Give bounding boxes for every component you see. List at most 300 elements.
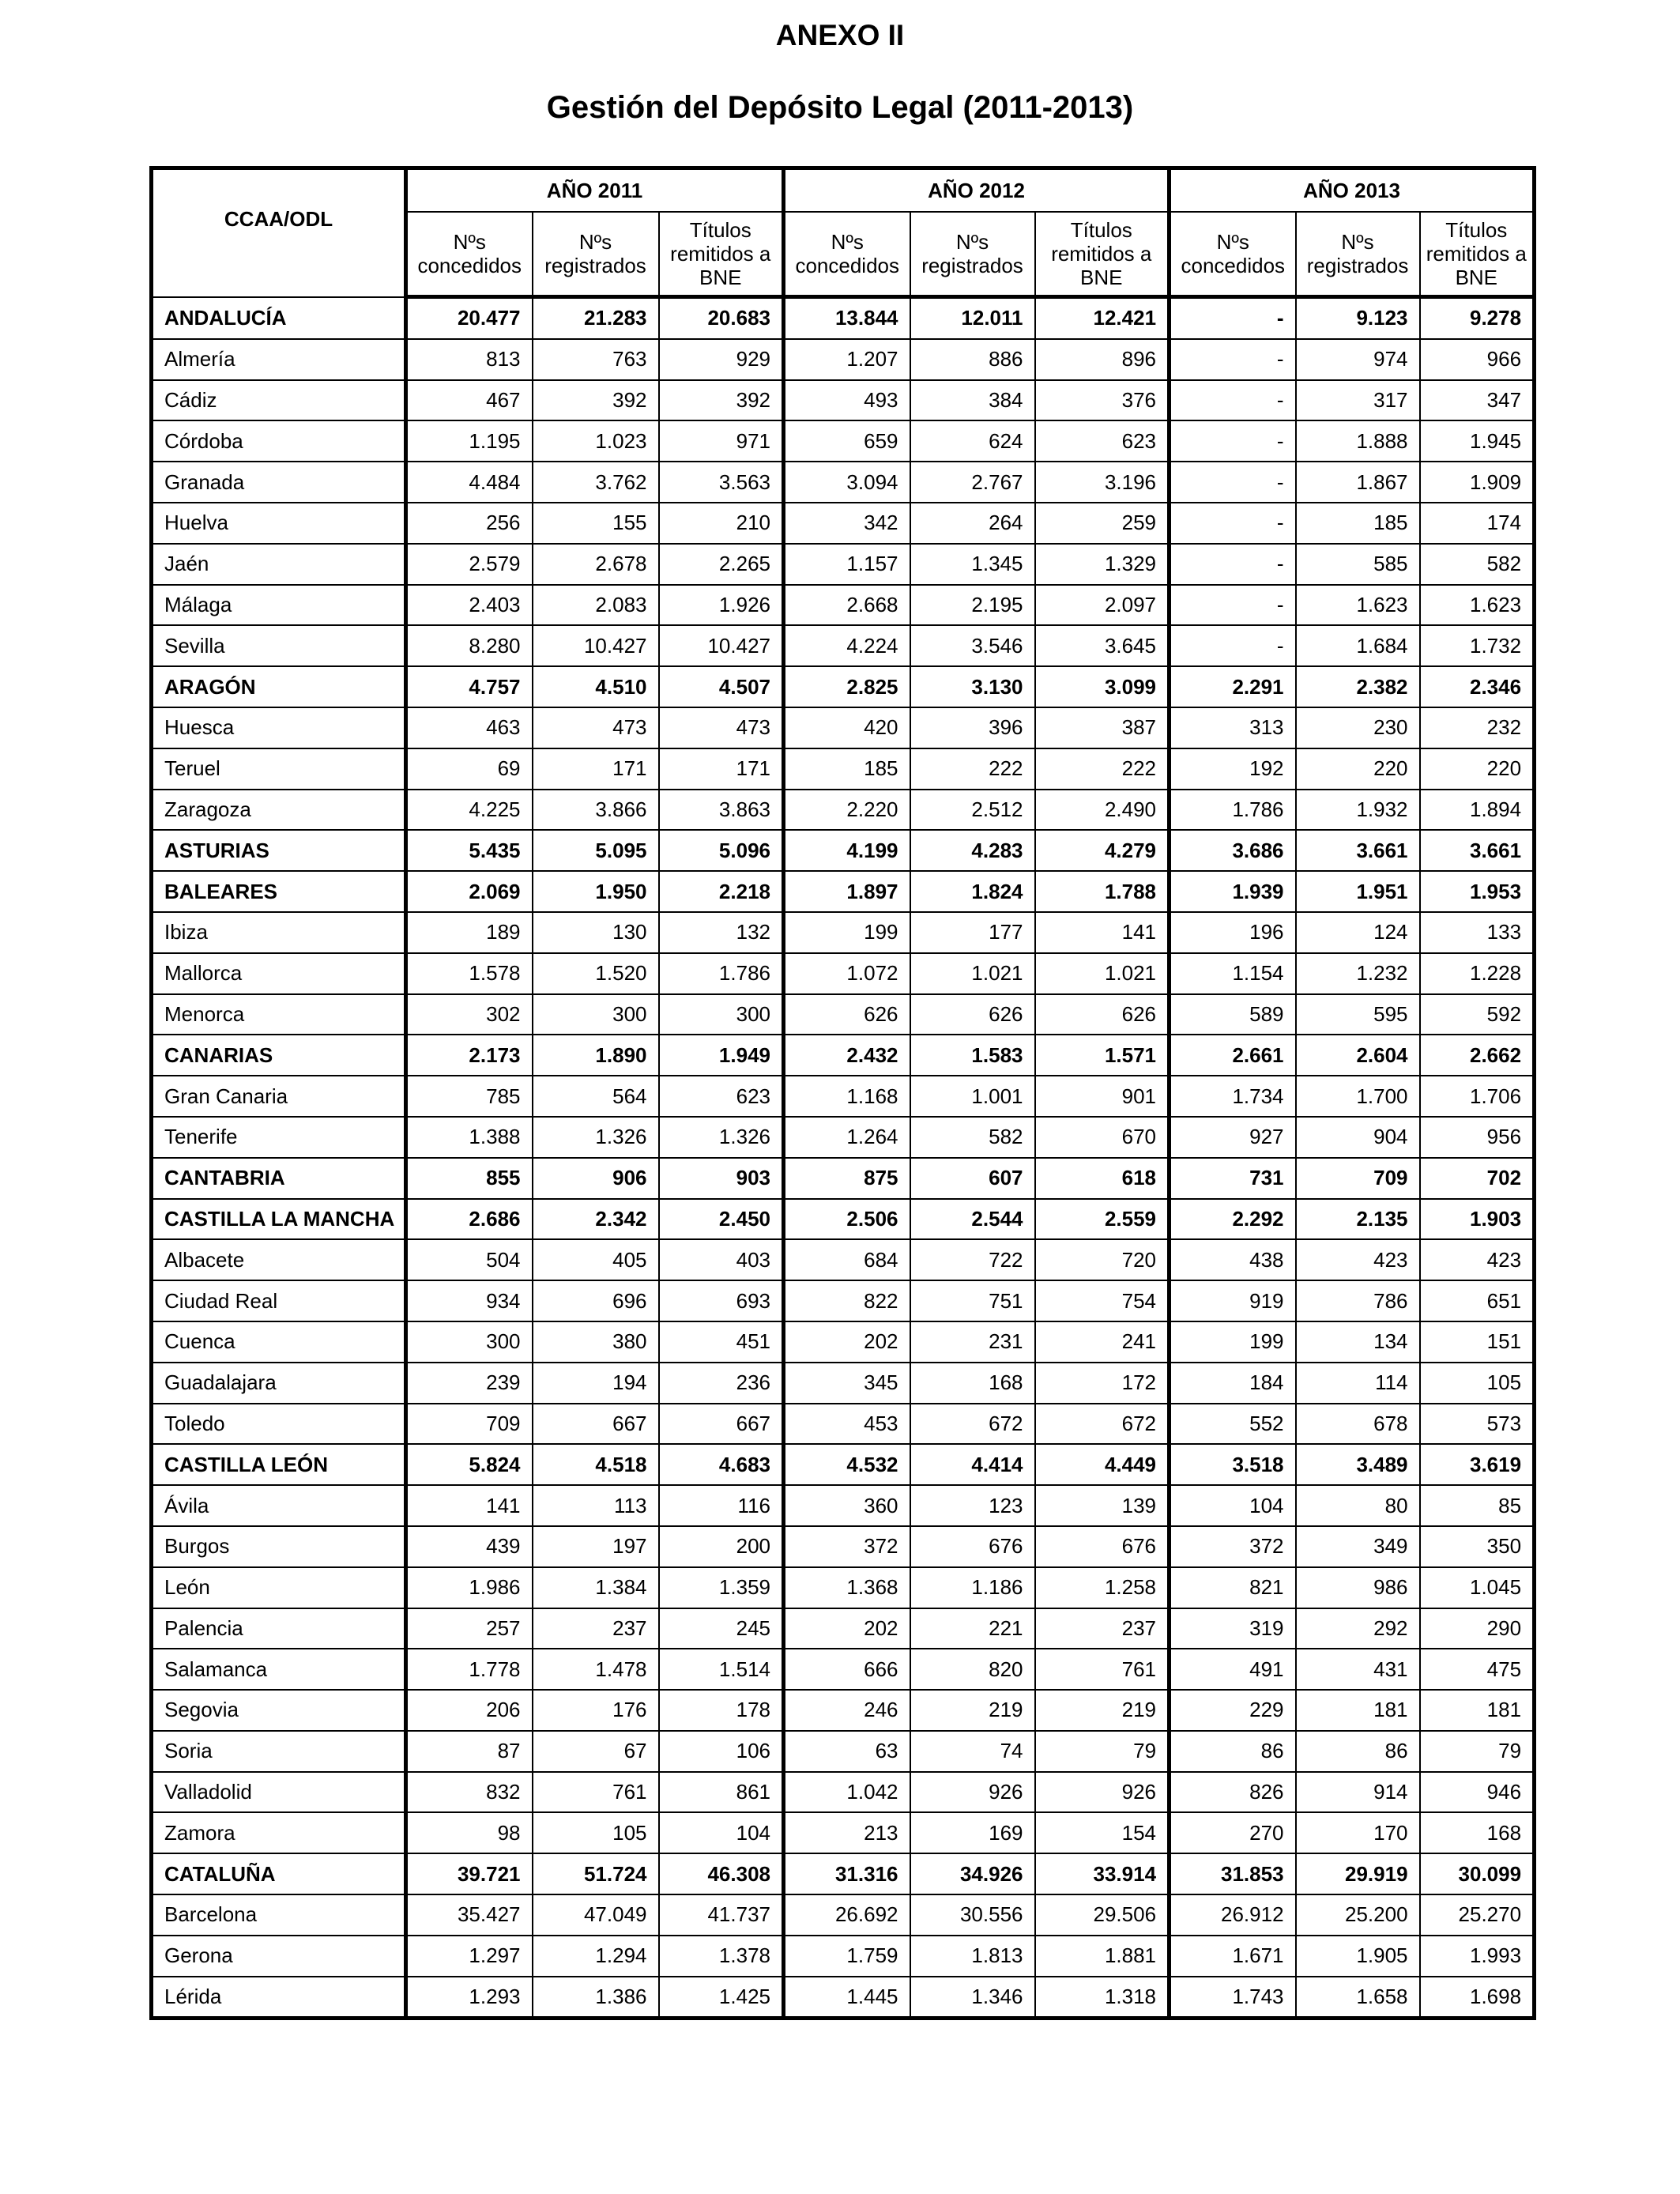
value-cell: 105 [1420,1363,1535,1404]
value-cell: 176 [533,1690,659,1731]
region-name-cell: Gran Canaria [152,1076,406,1117]
value-cell: 104 [1170,1485,1296,1526]
value-cell: 585 [1296,544,1420,585]
value-cell: 1.867 [1296,462,1420,503]
table-row [152,625,1535,666]
value-cell: 709 [406,1404,533,1445]
value-cell: 133 [1420,912,1535,953]
value-cell: 431 [1296,1649,1420,1690]
value-cell: 185 [1296,503,1420,544]
value-cell: 1.388 [406,1117,533,1158]
value-cell: 20.683 [659,297,784,339]
value-cell: 4.510 [533,666,659,707]
value-cell: 1.950 [533,871,659,912]
value-cell: 230 [1296,707,1420,748]
value-cell: 914 [1296,1772,1420,1813]
value-cell: 1.346 [910,1977,1035,2019]
value-cell: 172 [1035,1363,1170,1404]
value-cell: 2.506 [784,1199,910,1240]
value-cell: 1.986 [406,1567,533,1608]
region-name-cell: Zaragoza [152,790,406,831]
value-cell: 2.825 [784,666,910,707]
value-cell: 552 [1170,1404,1296,1445]
table-row [152,1567,1535,1608]
value-cell: 1.195 [406,420,533,462]
value-cell: 4.224 [784,625,910,666]
table-row [152,790,1535,831]
value-cell: 659 [784,420,910,462]
annex-heading: ANEXO II [775,19,905,51]
value-cell: 1.732 [1420,625,1535,666]
value-cell: 1.932 [1296,790,1420,831]
region-name-cell: Huelva [152,503,406,544]
value-cell: 1.786 [1170,790,1296,831]
value-cell: 475 [1420,1649,1535,1690]
value-cell: 9.278 [1420,297,1535,339]
value-cell: 4.449 [1035,1444,1170,1485]
value-cell: 1.700 [1296,1076,1420,1117]
value-cell: 2.195 [910,585,1035,626]
column-header: Nºs registrados [1296,212,1420,297]
value-cell: 30.099 [1420,1853,1535,1894]
region-name-cell: Sevilla [152,625,406,666]
value-cell: 4.199 [784,830,910,871]
value-cell: 1.045 [1420,1567,1535,1608]
table-row [152,1404,1535,1445]
table-row [152,1731,1535,1772]
value-cell: 132 [659,912,784,953]
value-cell: 453 [784,1404,910,1445]
ccaa-header: CCAA/ODL [152,168,406,297]
value-cell: 221 [910,1608,1035,1649]
value-cell: 270 [1170,1812,1296,1853]
value-cell: 300 [659,994,784,1035]
value-cell: 2.767 [910,462,1035,503]
value-cell: 420 [784,707,910,748]
value-cell: 31.853 [1170,1853,1296,1894]
value-cell: 259 [1035,503,1170,544]
value-cell: 155 [533,503,659,544]
region-name-cell: Lérida [152,1977,406,2019]
value-cell: 709 [1296,1158,1420,1199]
value-cell: 302 [406,994,533,1035]
table-row [152,1608,1535,1649]
value-cell: 1.945 [1420,420,1535,462]
value-cell: 2.604 [1296,1035,1420,1076]
value-cell: 5.096 [659,830,784,871]
value-cell: 1.953 [1420,871,1535,912]
value-cell: 300 [533,994,659,1035]
value-cell: 861 [659,1772,784,1813]
value-cell: 626 [910,994,1035,1035]
value-cell: 946 [1420,1772,1535,1813]
value-cell: 151 [1420,1321,1535,1363]
value-cell: 667 [659,1404,784,1445]
table-row [152,585,1535,626]
value-cell: 104 [659,1812,784,1853]
value-cell: 237 [533,1608,659,1649]
value-cell: 1.514 [659,1649,784,1690]
value-cell: 1.571 [1035,1035,1170,1076]
value-cell: 26.692 [784,1894,910,1936]
table-row [152,1076,1535,1117]
value-cell: 731 [1170,1158,1296,1199]
year-header-2012: AÑO 2012 [784,168,1170,213]
value-cell: 1.207 [784,339,910,380]
value-cell: 1.386 [533,1977,659,2019]
value-cell: 2.432 [784,1035,910,1076]
value-cell: 1.583 [910,1035,1035,1076]
value-cell: 134 [1296,1321,1420,1363]
region-name-cell: Gerona [152,1936,406,1977]
region-name-cell: Tenerife [152,1117,406,1158]
region-name-cell: CANTABRIA [152,1158,406,1199]
value-cell: 2.097 [1035,585,1170,626]
value-cell: 1.890 [533,1035,659,1076]
value-cell: 3.130 [910,666,1035,707]
region-name-cell: Cádiz [152,380,406,421]
value-cell: 30.556 [910,1894,1035,1936]
value-cell: 956 [1420,1117,1535,1158]
region-name-cell: Huesca [152,707,406,748]
table-row [152,666,1535,707]
value-cell: 934 [406,1280,533,1321]
value-cell: 387 [1035,707,1170,748]
value-cell: 1.743 [1170,1977,1296,2019]
value-cell: 1.294 [533,1936,659,1977]
value-cell: 589 [1170,994,1296,1035]
value-cell: 12.421 [1035,297,1170,339]
region-name-cell: Segovia [152,1690,406,1731]
region-name-cell: Barcelona [152,1894,406,1936]
table-row [152,420,1535,462]
value-cell: 105 [533,1812,659,1853]
value-cell: 98 [406,1812,533,1853]
value-cell: 1.905 [1296,1936,1420,1977]
value-cell: 20.477 [406,297,533,339]
value-cell: 2.403 [406,585,533,626]
table-row [152,707,1535,748]
value-cell: 906 [533,1158,659,1199]
value-cell: 63 [784,1731,910,1772]
region-name-cell: Guadalajara [152,1363,406,1404]
value-cell: 1.318 [1035,1977,1170,2019]
value-cell: 1.326 [659,1117,784,1158]
region-name-cell: ASTURIAS [152,830,406,871]
value-cell: 342 [784,503,910,544]
value-cell: 300 [406,1321,533,1363]
value-cell: 5.095 [533,830,659,871]
value-cell: 678 [1296,1404,1420,1445]
value-cell: - [1170,380,1296,421]
value-cell: 623 [1035,420,1170,462]
value-cell: 763 [533,339,659,380]
value-cell: 573 [1420,1404,1535,1445]
value-cell: 1.186 [910,1567,1035,1608]
document-subtitle: Gestión del Depósito Legal (2011-2013) [546,90,1134,125]
value-cell: 826 [1170,1772,1296,1813]
region-name-cell: Albacete [152,1239,406,1280]
value-cell: 2.346 [1420,666,1535,707]
table-row [152,1526,1535,1567]
value-cell: 1.329 [1035,544,1170,585]
value-cell: 3.099 [1035,666,1170,707]
value-cell: 232 [1420,707,1535,748]
value-cell: 372 [784,1526,910,1567]
value-cell: 174 [1420,503,1535,544]
value-cell: 1.478 [533,1649,659,1690]
value-cell: 181 [1296,1690,1420,1731]
value-cell: 761 [533,1772,659,1813]
value-cell: 139 [1035,1485,1170,1526]
value-cell: 3.863 [659,790,784,831]
value-cell: 1.949 [659,1035,784,1076]
value-cell: 1.168 [784,1076,910,1117]
column-header: Nºs registrados [533,212,659,297]
value-cell: 12.011 [910,297,1035,339]
value-cell: 1.297 [406,1936,533,1977]
value-cell: 821 [1170,1567,1296,1608]
value-cell: 1.232 [1296,953,1420,994]
value-cell: 25.270 [1420,1894,1535,1936]
value-cell: 1.042 [784,1772,910,1813]
value-cell: 4.507 [659,666,784,707]
value-cell: 720 [1035,1239,1170,1280]
year-header-row [152,168,1535,213]
region-name-cell: Menorca [152,994,406,1035]
value-cell: 241 [1035,1321,1170,1363]
value-cell: 35.427 [406,1894,533,1936]
value-cell: 3.866 [533,790,659,831]
region-name-cell: Ciudad Real [152,1280,406,1321]
value-cell: 722 [910,1239,1035,1280]
value-cell: 79 [1035,1731,1170,1772]
value-cell: 264 [910,503,1035,544]
region-name-cell: Málaga [152,585,406,626]
value-cell: 171 [659,748,784,790]
column-header: Nºs concedidos [1170,212,1296,297]
value-cell: 564 [533,1076,659,1117]
value-cell: 237 [1035,1608,1170,1649]
value-cell: 896 [1035,339,1170,380]
table-body [152,297,1535,2019]
value-cell: 666 [784,1649,910,1690]
value-cell: 1.734 [1170,1076,1296,1117]
value-cell: 3.661 [1420,830,1535,871]
table-row [152,1035,1535,1076]
value-cell: 672 [1035,1404,1170,1445]
region-name-cell: Córdoba [152,420,406,462]
value-cell: 219 [1035,1690,1170,1731]
value-cell: 189 [406,912,533,953]
value-cell: 178 [659,1690,784,1731]
value-cell: 670 [1035,1117,1170,1158]
value-cell: 1.759 [784,1936,910,1977]
value-cell: 34.926 [910,1853,1035,1894]
region-name-cell: CASTILLA LA MANCHA [152,1199,406,1240]
value-cell: 1.623 [1420,585,1535,626]
value-cell: 1.326 [533,1117,659,1158]
column-header: Nºs concedidos [784,212,910,297]
value-cell: 185 [784,748,910,790]
value-cell: 504 [406,1239,533,1280]
column-header: Nºs registrados [910,212,1035,297]
value-cell: 21.283 [533,297,659,339]
value-cell: 236 [659,1363,784,1404]
value-cell: 2.559 [1035,1199,1170,1240]
value-cell: 467 [406,380,533,421]
value-cell: 114 [1296,1363,1420,1404]
value-cell: - [1170,462,1296,503]
value-cell: 1.671 [1170,1936,1296,1977]
value-cell: 595 [1296,994,1420,1035]
value-cell: 927 [1170,1117,1296,1158]
value-cell: 623 [659,1076,784,1117]
value-cell: 197 [533,1526,659,1567]
value-cell: 820 [910,1649,1035,1690]
value-cell: 1.897 [784,871,910,912]
value-cell: 626 [784,994,910,1035]
value-cell: 376 [1035,380,1170,421]
value-cell: 184 [1170,1363,1296,1404]
value-cell: 4.279 [1035,830,1170,871]
value-cell: 1.881 [1035,1936,1170,1977]
value-cell: 785 [406,1076,533,1117]
value-cell: 966 [1420,339,1535,380]
region-name-cell: BALEARES [152,871,406,912]
value-cell: 199 [1170,1321,1296,1363]
value-cell: 2.218 [659,871,784,912]
value-cell: 926 [910,1772,1035,1813]
value-cell: 423 [1420,1239,1535,1280]
region-name-cell: Granada [152,462,406,503]
value-cell: 2.135 [1296,1199,1420,1240]
table-row [152,297,1535,339]
value-cell: 463 [406,707,533,748]
value-cell: 47.049 [533,1894,659,1936]
value-cell: 2.686 [406,1199,533,1240]
region-name-cell: Toledo [152,1404,406,1445]
table-row [152,1772,1535,1813]
value-cell: 3.546 [910,625,1035,666]
value-cell: 2.579 [406,544,533,585]
value-cell: 2.069 [406,871,533,912]
year-header-2011: AÑO 2011 [406,168,784,213]
value-cell: 1.684 [1296,625,1420,666]
value-cell: 317 [1296,380,1420,421]
value-cell: 51.724 [533,1853,659,1894]
value-cell: 13.844 [784,297,910,339]
value-cell: 1.001 [910,1076,1035,1117]
value-cell: 438 [1170,1239,1296,1280]
region-name-cell: Soria [152,1731,406,1772]
value-cell: 1.445 [784,1977,910,2019]
value-cell: 926 [1035,1772,1170,1813]
value-cell: 618 [1035,1158,1170,1199]
table-row [152,1444,1535,1485]
table-row [152,1936,1535,1977]
value-cell: 3.094 [784,462,910,503]
region-name-cell: Zamora [152,1812,406,1853]
table-row [152,1485,1535,1526]
value-cell: 202 [784,1321,910,1363]
value-cell: 380 [533,1321,659,1363]
value-cell: 2.544 [910,1199,1035,1240]
value-cell: 181 [1420,1690,1535,1731]
value-cell: 761 [1035,1649,1170,1690]
table-row [152,953,1535,994]
value-cell: 1.359 [659,1567,784,1608]
region-name-cell: CASTILLA LEÓN [152,1444,406,1485]
region-name-cell: Almería [152,339,406,380]
value-cell: 1.951 [1296,871,1420,912]
column-header: Títulos remitidos a BNE [1035,212,1170,297]
value-cell: 473 [659,707,784,748]
value-cell: 169 [910,1812,1035,1853]
value-cell: 875 [784,1158,910,1199]
value-cell: 2.342 [533,1199,659,1240]
value-cell: 405 [533,1239,659,1280]
value-cell: 5.435 [406,830,533,871]
value-cell: 372 [1170,1526,1296,1567]
value-cell: 396 [910,707,1035,748]
value-cell: 1.378 [659,1936,784,1977]
value-cell: 106 [659,1731,784,1772]
value-cell: 2.173 [406,1035,533,1076]
value-cell: 3.563 [659,462,784,503]
table-row [152,503,1535,544]
value-cell: 651 [1420,1280,1535,1321]
value-cell: - [1170,625,1296,666]
value-cell: 1.993 [1420,1936,1535,1977]
value-cell: 8.280 [406,625,533,666]
table-row [152,1280,1535,1321]
value-cell: 1.786 [659,953,784,994]
value-cell: 4.532 [784,1444,910,1485]
value-cell: 493 [784,380,910,421]
region-name-cell: CATALUÑA [152,1853,406,1894]
value-cell: 29.919 [1296,1853,1420,1894]
value-cell: 3.645 [1035,625,1170,666]
value-cell: 1.698 [1420,1977,1535,2019]
table-row [152,1690,1535,1731]
value-cell: 4.283 [910,830,1035,871]
value-cell: 210 [659,503,784,544]
value-cell: 199 [784,912,910,953]
region-name-cell: Cuenca [152,1321,406,1363]
value-cell: 290 [1420,1608,1535,1649]
value-cell: 2.265 [659,544,784,585]
value-cell: 206 [406,1690,533,1731]
value-cell: 2.662 [1420,1035,1535,1076]
value-cell: 31.316 [784,1853,910,1894]
value-cell: 4.225 [406,790,533,831]
value-cell: 2.291 [1170,666,1296,707]
value-cell: 855 [406,1158,533,1199]
table-row [152,544,1535,585]
value-cell: 451 [659,1321,784,1363]
table-row [152,462,1535,503]
value-cell: 67 [533,1731,659,1772]
year-header-2013: AÑO 2013 [1170,168,1535,213]
value-cell: 624 [910,420,1035,462]
value-cell: 1.258 [1035,1567,1170,1608]
value-cell: 39.721 [406,1853,533,1894]
column-header: Títulos remitidos a BNE [659,212,784,297]
value-cell: 3.196 [1035,462,1170,503]
value-cell: 754 [1035,1280,1170,1321]
value-cell: 46.308 [659,1853,784,1894]
